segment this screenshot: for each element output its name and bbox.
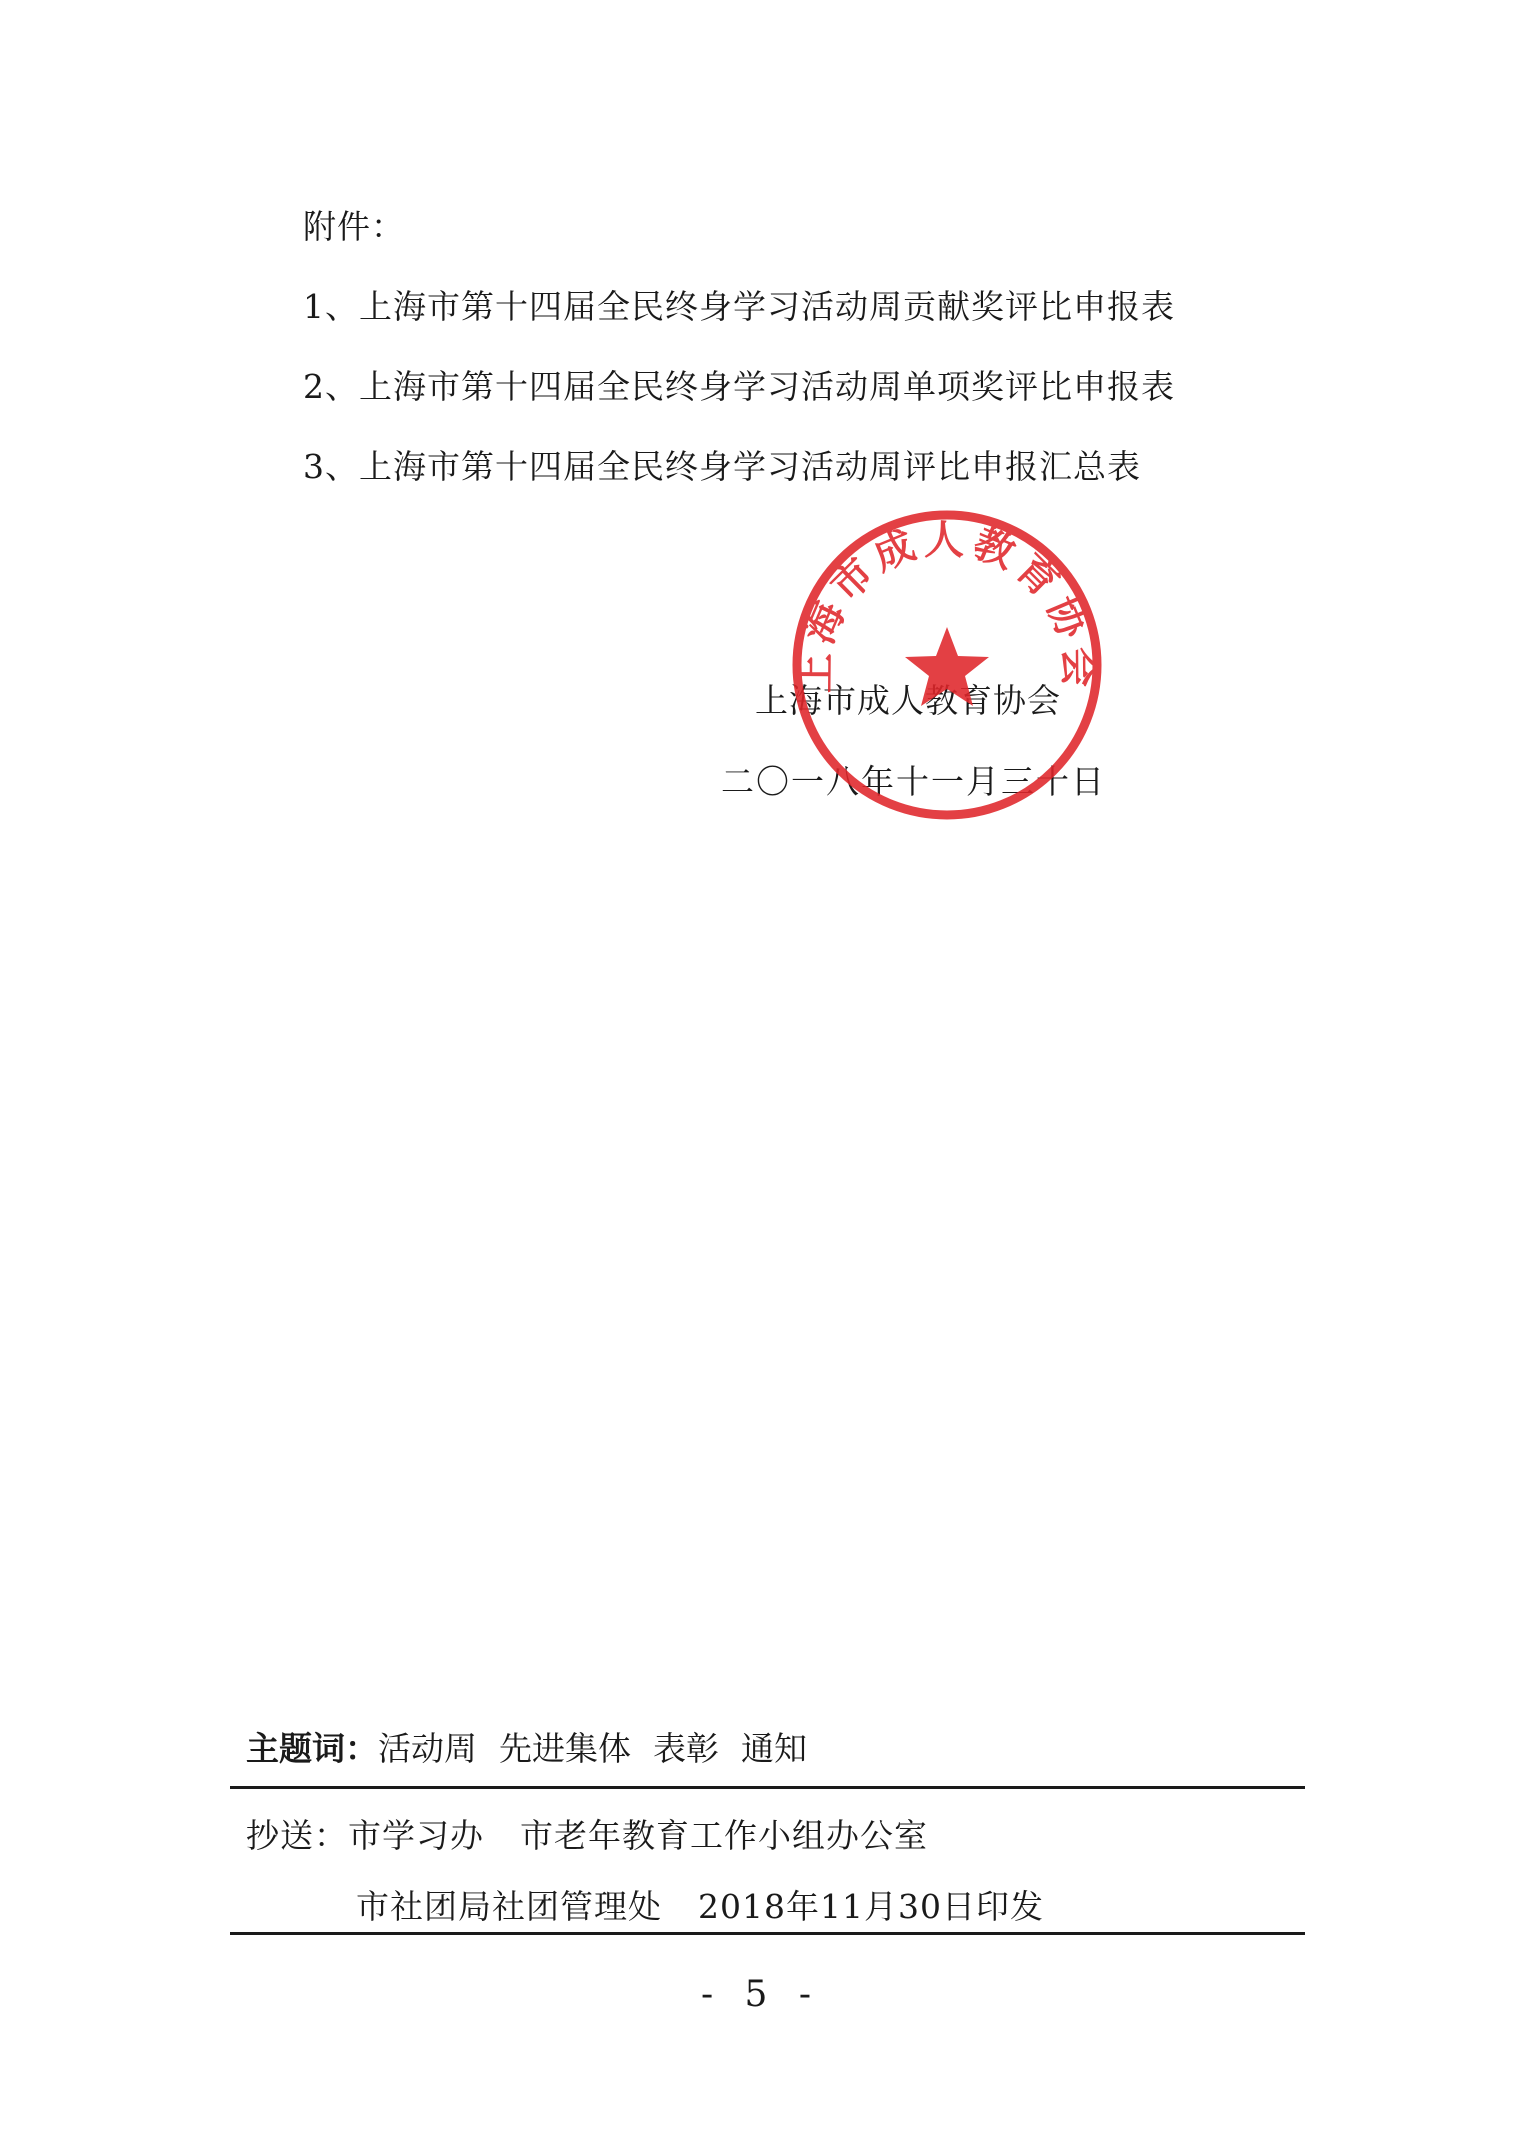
cc-recipient: 市老年教育工作小组办公室 [520, 1816, 928, 1855]
keyword: 活动周 [378, 1729, 477, 1768]
attachments-title: 附件： [303, 207, 405, 246]
cc-label: 抄送： [246, 1816, 348, 1855]
keywords-label: 主题词： [246, 1729, 378, 1768]
cc-line-1 [246, 1816, 928, 1856]
cc-recipient: 市社团局社团管理处 [356, 1887, 662, 1926]
keyword: 表彰 [653, 1729, 719, 1768]
divider-top [230, 1786, 1305, 1789]
signature-date: 二〇一八年十一月三十日 [721, 762, 1106, 801]
page-number: - 5 - [700, 1974, 822, 2015]
attachment-item-1: 1、上海市第十四届全民终身学习活动周贡献奖评比申报表 [303, 287, 1175, 326]
signature-organization: 上海市成人教育协会 [755, 681, 1061, 720]
star-icon [905, 627, 989, 706]
keyword: 通知 [741, 1729, 807, 1768]
official-seal [787, 505, 1107, 825]
keyword: 先进集体 [499, 1729, 631, 1768]
divider-bottom [230, 1932, 1305, 1935]
subject-keywords [246, 1729, 829, 1769]
cc-line-2 [356, 1887, 1044, 1927]
attachment-item-3: 3、上海市第十四届全民终身学习活动周评比申报汇总表 [303, 447, 1141, 486]
attachment-item-2: 2、上海市第十四届全民终身学习活动周单项奖评比申报表 [303, 367, 1175, 406]
cc-recipient: 市学习办 [348, 1816, 484, 1855]
print-info: 2018年11月30日印发 [698, 1887, 1044, 1926]
seal-text: 上海市成人教育协会 [792, 517, 1102, 694]
